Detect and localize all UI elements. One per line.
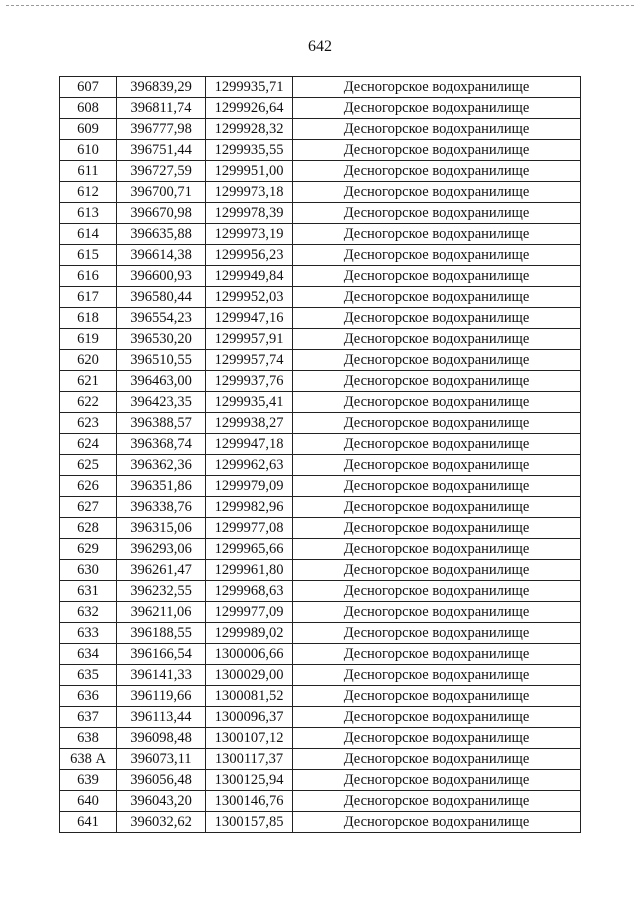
y-coordinate-cell: 1300107,12 [206, 728, 293, 749]
x-coordinate-cell: 396388,57 [117, 413, 206, 434]
water-body-name-cell: Десногорское водохранилище [293, 560, 581, 581]
water-body-name-cell: Десногорское водохранилище [293, 413, 581, 434]
point-number-cell: 610 [60, 140, 117, 161]
y-coordinate-cell: 1299973,18 [206, 182, 293, 203]
point-number-cell: 638 А [60, 749, 117, 770]
water-body-name-cell: Десногорское водохранилище [293, 161, 581, 182]
point-number-cell: 641 [60, 812, 117, 833]
y-coordinate-cell: 1299989,02 [206, 623, 293, 644]
point-number-cell: 635 [60, 665, 117, 686]
water-body-name-cell: Десногорское водохранилище [293, 644, 581, 665]
table-row [60, 413, 581, 434]
x-coordinate-cell: 396700,71 [117, 182, 206, 203]
point-number-cell: 628 [60, 518, 117, 539]
point-number-cell: 609 [60, 119, 117, 140]
point-number-cell: 608 [60, 98, 117, 119]
water-body-name-cell: Десногорское водохранилище [293, 749, 581, 770]
table-row [60, 497, 581, 518]
point-number-cell: 625 [60, 455, 117, 476]
x-coordinate-cell: 396166,54 [117, 644, 206, 665]
point-number-cell: 638 [60, 728, 117, 749]
table-row [60, 182, 581, 203]
table-row [60, 119, 581, 140]
water-body-name-cell: Десногорское водохранилище [293, 98, 581, 119]
point-number-cell: 622 [60, 392, 117, 413]
point-number-cell: 607 [60, 77, 117, 98]
x-coordinate-cell: 396463,00 [117, 371, 206, 392]
x-coordinate-cell: 396056,48 [117, 770, 206, 791]
table-row [60, 560, 581, 581]
page-number: 642 [308, 38, 332, 55]
x-coordinate-cell: 396141,33 [117, 665, 206, 686]
water-body-name-cell: Десногорское водохранилище [293, 140, 581, 161]
point-number-cell: 633 [60, 623, 117, 644]
x-coordinate-cell: 396751,44 [117, 140, 206, 161]
y-coordinate-cell: 1299961,80 [206, 560, 293, 581]
y-coordinate-cell: 1299977,09 [206, 602, 293, 623]
x-coordinate-cell: 396119,66 [117, 686, 206, 707]
y-coordinate-cell: 1299962,63 [206, 455, 293, 476]
x-coordinate-cell: 396811,74 [117, 98, 206, 119]
water-body-name-cell: Десногорское водохранилище [293, 581, 581, 602]
x-coordinate-cell: 396368,74 [117, 434, 206, 455]
point-number-cell: 613 [60, 203, 117, 224]
x-coordinate-cell: 396261,47 [117, 560, 206, 581]
point-number-cell: 627 [60, 497, 117, 518]
x-coordinate-cell: 396073,11 [117, 749, 206, 770]
table-row [60, 329, 581, 350]
point-number-cell: 616 [60, 266, 117, 287]
table-row [60, 266, 581, 287]
water-body-name-cell: Десногорское водохранилище [293, 455, 581, 476]
table-row [60, 203, 581, 224]
y-coordinate-cell: 1299979,09 [206, 476, 293, 497]
y-coordinate-cell: 1299978,39 [206, 203, 293, 224]
water-body-name-cell: Десногорское водохранилище [293, 602, 581, 623]
x-coordinate-cell: 396338,76 [117, 497, 206, 518]
point-number-cell: 611 [60, 161, 117, 182]
water-body-name-cell: Десногорское водохранилище [293, 203, 581, 224]
water-body-name-cell: Десногорское водохранилище [293, 371, 581, 392]
y-coordinate-cell: 1299935,41 [206, 392, 293, 413]
table-row [60, 476, 581, 497]
water-body-name-cell: Десногорское водохранилище [293, 287, 581, 308]
x-coordinate-cell: 396510,55 [117, 350, 206, 371]
y-coordinate-cell: 1299949,84 [206, 266, 293, 287]
point-number-cell: 630 [60, 560, 117, 581]
y-coordinate-cell: 1299957,91 [206, 329, 293, 350]
y-coordinate-cell: 1299935,55 [206, 140, 293, 161]
table-row [60, 392, 581, 413]
x-coordinate-cell: 396423,35 [117, 392, 206, 413]
y-coordinate-cell: 1299956,23 [206, 245, 293, 266]
table-row [60, 161, 581, 182]
water-body-name-cell: Десногорское водохранилище [293, 182, 581, 203]
water-body-name-cell: Десногорское водохранилище [293, 476, 581, 497]
point-number-cell: 614 [60, 224, 117, 245]
y-coordinate-cell: 1299951,00 [206, 161, 293, 182]
x-coordinate-cell: 396315,06 [117, 518, 206, 539]
table-row [60, 434, 581, 455]
point-number-cell: 629 [60, 539, 117, 560]
water-body-name-cell: Десногорское водохранилище [293, 707, 581, 728]
x-coordinate-cell: 396839,29 [117, 77, 206, 98]
x-coordinate-cell: 396580,44 [117, 287, 206, 308]
table-row [60, 602, 581, 623]
y-coordinate-cell: 1299952,03 [206, 287, 293, 308]
water-body-name-cell: Десногорское водохранилище [293, 245, 581, 266]
water-body-name-cell: Десногорское водохранилище [293, 686, 581, 707]
table-row [60, 518, 581, 539]
y-coordinate-cell: 1299982,96 [206, 497, 293, 518]
point-number-cell: 618 [60, 308, 117, 329]
point-number-cell: 631 [60, 581, 117, 602]
y-coordinate-cell: 1299968,63 [206, 581, 293, 602]
water-body-name-cell: Десногорское водохранилище [293, 434, 581, 455]
table-row [60, 791, 581, 812]
table-row [60, 77, 581, 98]
x-coordinate-cell: 396635,88 [117, 224, 206, 245]
water-body-name-cell: Десногорское водохранилище [293, 329, 581, 350]
x-coordinate-cell: 396293,06 [117, 539, 206, 560]
x-coordinate-cell: 396098,48 [117, 728, 206, 749]
table-row [60, 350, 581, 371]
table-row [60, 749, 581, 770]
table-row [60, 707, 581, 728]
water-body-name-cell: Десногорское водохранилище [293, 812, 581, 833]
point-number-cell: 623 [60, 413, 117, 434]
water-body-name-cell: Десногорское водохранилище [293, 539, 581, 560]
water-body-name-cell: Десногорское водохранилище [293, 623, 581, 644]
y-coordinate-cell: 1299928,32 [206, 119, 293, 140]
y-coordinate-cell: 1299935,71 [206, 77, 293, 98]
point-number-cell: 626 [60, 476, 117, 497]
table-row [60, 224, 581, 245]
y-coordinate-cell: 1299965,66 [206, 539, 293, 560]
y-coordinate-cell: 1299957,74 [206, 350, 293, 371]
table-row [60, 770, 581, 791]
water-body-name-cell: Десногорское водохранилище [293, 770, 581, 791]
y-coordinate-cell: 1300006,66 [206, 644, 293, 665]
table-row [60, 245, 581, 266]
table-row [60, 812, 581, 833]
x-coordinate-cell: 396351,86 [117, 476, 206, 497]
x-coordinate-cell: 396530,20 [117, 329, 206, 350]
table-row [60, 140, 581, 161]
water-body-name-cell: Десногорское водохранилище [293, 224, 581, 245]
y-coordinate-cell: 1299937,76 [206, 371, 293, 392]
x-coordinate-cell: 396670,98 [117, 203, 206, 224]
x-coordinate-cell: 396362,36 [117, 455, 206, 476]
x-coordinate-cell: 396614,38 [117, 245, 206, 266]
y-coordinate-cell: 1300125,94 [206, 770, 293, 791]
water-body-name-cell: Десногорское водохранилище [293, 350, 581, 371]
top-dashed-rule [6, 5, 634, 6]
point-number-cell: 615 [60, 245, 117, 266]
x-coordinate-cell: 396777,98 [117, 119, 206, 140]
table-row [60, 686, 581, 707]
y-coordinate-cell: 1299947,18 [206, 434, 293, 455]
water-body-name-cell: Десногорское водохранилище [293, 266, 581, 287]
point-number-cell: 621 [60, 371, 117, 392]
point-number-cell: 634 [60, 644, 117, 665]
table-row [60, 581, 581, 602]
y-coordinate-cell: 1300081,52 [206, 686, 293, 707]
point-number-cell: 640 [60, 791, 117, 812]
x-coordinate-cell: 396554,23 [117, 308, 206, 329]
table-row [60, 371, 581, 392]
x-coordinate-cell: 396113,44 [117, 707, 206, 728]
x-coordinate-cell: 396032,62 [117, 812, 206, 833]
x-coordinate-cell: 396727,59 [117, 161, 206, 182]
water-body-name-cell: Десногорское водохранилище [293, 665, 581, 686]
point-number-cell: 632 [60, 602, 117, 623]
water-body-name-cell: Десногорское водохранилище [293, 728, 581, 749]
water-body-name-cell: Десногорское водохранилище [293, 119, 581, 140]
coordinates-table-body [60, 77, 581, 833]
x-coordinate-cell: 396600,93 [117, 266, 206, 287]
table-row [60, 539, 581, 560]
table-row [60, 308, 581, 329]
table-row [60, 665, 581, 686]
point-number-cell: 639 [60, 770, 117, 791]
y-coordinate-cell: 1299947,16 [206, 308, 293, 329]
water-body-name-cell: Десногорское водохранилище [293, 392, 581, 413]
x-coordinate-cell: 396043,20 [117, 791, 206, 812]
x-coordinate-cell: 396232,55 [117, 581, 206, 602]
y-coordinate-cell: 1299926,64 [206, 98, 293, 119]
table-row [60, 287, 581, 308]
x-coordinate-cell: 396188,55 [117, 623, 206, 644]
y-coordinate-cell: 1300029,00 [206, 665, 293, 686]
table-row [60, 728, 581, 749]
point-number-cell: 637 [60, 707, 117, 728]
y-coordinate-cell: 1300157,85 [206, 812, 293, 833]
water-body-name-cell: Десногорское водохранилище [293, 77, 581, 98]
table-row [60, 623, 581, 644]
water-body-name-cell: Десногорское водохранилище [293, 518, 581, 539]
y-coordinate-cell: 1300117,37 [206, 749, 293, 770]
x-coordinate-cell: 396211,06 [117, 602, 206, 623]
coordinates-table [59, 76, 581, 833]
table-row [60, 455, 581, 476]
table-row [60, 644, 581, 665]
y-coordinate-cell: 1300146,76 [206, 791, 293, 812]
y-coordinate-cell: 1299973,19 [206, 224, 293, 245]
y-coordinate-cell: 1300096,37 [206, 707, 293, 728]
water-body-name-cell: Десногорское водохранилище [293, 497, 581, 518]
water-body-name-cell: Десногорское водохранилище [293, 791, 581, 812]
point-number-cell: 624 [60, 434, 117, 455]
y-coordinate-cell: 1299938,27 [206, 413, 293, 434]
point-number-cell: 612 [60, 182, 117, 203]
table-row [60, 98, 581, 119]
water-body-name-cell: Десногорское водохранилище [293, 308, 581, 329]
point-number-cell: 636 [60, 686, 117, 707]
point-number-cell: 620 [60, 350, 117, 371]
y-coordinate-cell: 1299977,08 [206, 518, 293, 539]
point-number-cell: 617 [60, 287, 117, 308]
point-number-cell: 619 [60, 329, 117, 350]
